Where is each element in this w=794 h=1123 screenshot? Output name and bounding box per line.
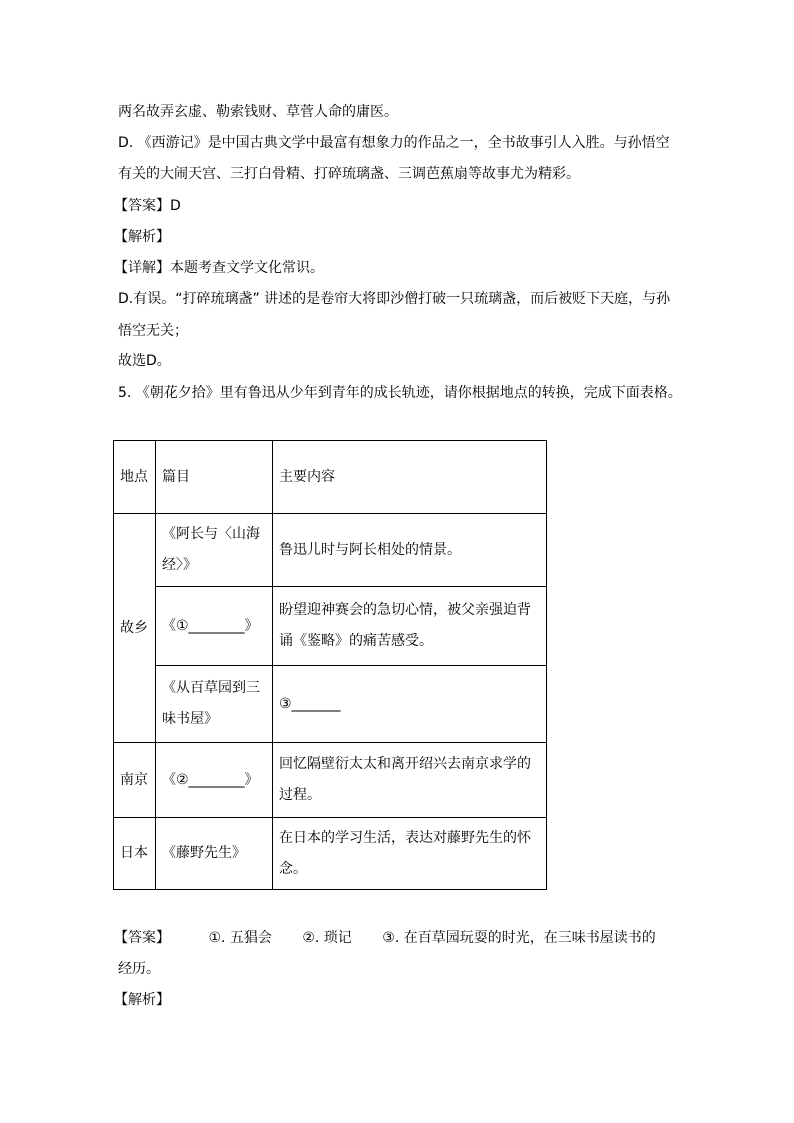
analysis-label: 【解析】 [114,229,170,245]
header-content: 主要内容 [273,441,547,514]
title-cell: 《从百草园到三味书屋》 [156,666,273,743]
content-cell: ③_______ [273,666,547,743]
answer-continuation: 经历。 [118,961,160,977]
question-5: 5. 《朝花夕拾》里有鲁迅从少年到青年的成长轨迹，请你根据地点的转换，完成下面表格。 [118,385,682,401]
content-cell: 鲁迅儿时与阿长相处的情景。 [273,514,547,587]
option-d: D. 《西游记》是中国古典文学中最富有想象力的作品之一，全书故事引人入胜。与孙悟空 [118,135,670,151]
table-row [114,666,547,743]
answer-item: ③. 在百草园玩耍的时光，在三味书屋读书的 [382,930,656,946]
content-cell: 回忆隔壁衍太太和离开绍兴去南京求学的过程。 [273,743,547,818]
answer-item: ①. 五猖会 [208,930,272,946]
title-cell: 《①________》 [156,587,273,666]
option-d-cont: 有关的大闹天宫、三打白骨精、打碎琉璃盏、三调芭蕉扇等故事尤为精彩。 [118,166,580,182]
content-cell: 在日本的学习生活，表达对藤野先生的怀念。 [273,818,547,890]
question-table [113,440,547,890]
table-row [114,818,547,890]
table-row [114,514,547,587]
place-cell: 日本 [114,818,156,890]
content-cell: 盼望迎神赛会的急切心情，被父亲强迫背诵《鉴略》的痛苦感受。 [273,587,547,666]
answer-5 [114,929,656,947]
table-row [114,743,547,818]
place-cell: 故乡 [114,514,156,743]
title-cell: 《②________》 [156,743,273,818]
answer-item: ②. 琐记 [302,930,352,946]
explanation-cont: 悟空无关； [118,323,188,339]
header-place: 地点 [114,441,156,514]
place-cell: 南京 [114,743,156,818]
table-header-row [114,441,547,514]
answer-line: 【答案】D [114,198,181,214]
analysis-label-2: 【解析】 [114,992,170,1008]
header-title: 篇目 [156,441,273,514]
title-cell: 《藤野先生》 [156,818,273,890]
title-cell: 《阿长与〈山海经〉》 [156,514,273,587]
paragraph: 两名故弄玄虚、勒索钱财、草菅人命的庸医。 [118,104,398,120]
table-row [114,587,547,666]
answer-label: 【答案】 [114,930,170,946]
conclusion: 故选D。 [118,353,171,369]
detail-line: 【详解】本题考查文学文化常识。 [114,260,324,276]
explanation: D.有误。“打碎琉璃盏” 讲述的是卷帘大将即沙僧打破一只琉璃盏，而后被贬下天庭，与孙 [118,291,671,307]
